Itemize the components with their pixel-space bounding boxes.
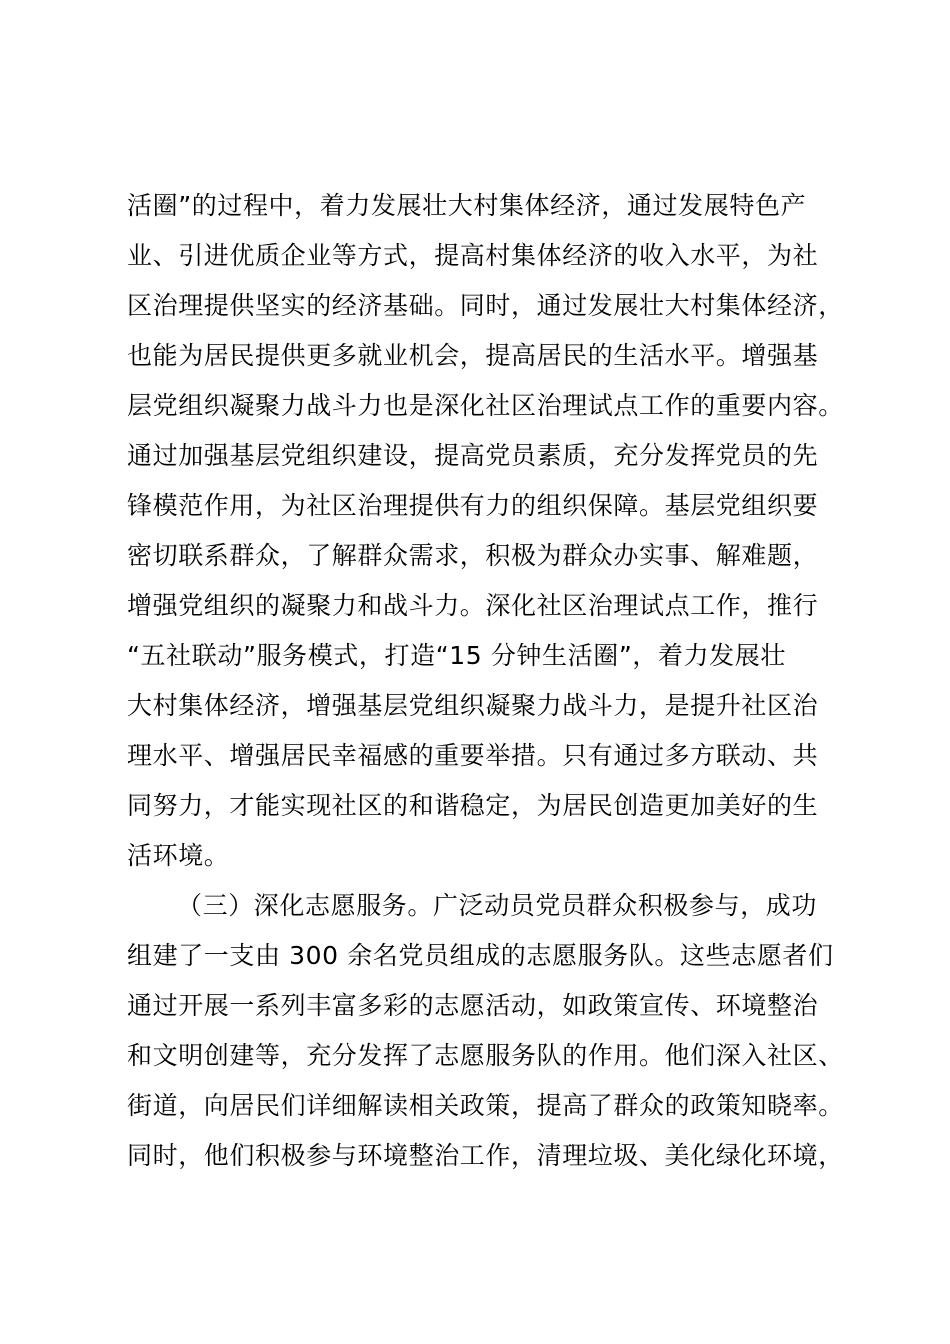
text-line: 通过加强基层党组织建设，提高党员素质，充分发挥党员的先	[127, 441, 819, 470]
text-line: 同努力，才能实现社区的和谐稳定，为居民创造更加美好的生	[127, 791, 819, 820]
text-line: 通过开展一系列丰富多彩的志愿活动，如政策宣传、环境整治	[127, 991, 819, 1020]
text-line: 层党组织凝聚力战斗力也是深化社区治理试点工作的重要内容。	[127, 391, 844, 420]
text-line: 锋模范作用，为社区治理提供有力的组织保障。基层党组织要	[127, 491, 819, 520]
text-line: 区治理提供坚实的经济基础。同时，通过发展壮大村集体经济，	[127, 291, 844, 320]
text-line: “五社联动”服务模式，打造“15 分钟生活圈”，着力发展壮	[127, 641, 786, 670]
text-line: 同时，他们积极参与环境整治工作，清理垃圾、美化绿化环境，	[127, 1141, 844, 1170]
text-line: 也能为居民提供更多就业机会，提高居民的生活水平。增强基	[127, 341, 819, 370]
section-heading-line: （三）深化志愿服务。广泛动员党员群众积极参与，成功	[177, 891, 818, 920]
text-line: 活环境。	[127, 841, 230, 870]
text-line: 增强党组织的凝聚力和战斗力。深化社区治理试点工作，推行	[127, 591, 819, 620]
text-line: 业、引进优质企业等方式，提高村集体经济的收入水平，为社	[127, 241, 819, 270]
text-line: 理水平、增强居民幸福感的重要举措。只有通过多方联动、共	[127, 741, 819, 770]
text-line: 密切联系群众，了解群众需求，积极为群众办实事、解难题，	[127, 541, 819, 570]
text-line: 大村集体经济，增强基层党组织凝聚力战斗力，是提升社区治	[127, 691, 819, 720]
text-line: 活圈”的过程中，着力发展壮大村集体经济，通过发展特色产	[127, 191, 807, 220]
text-line: 街道，向居民们详细解读相关政策，提高了群众的政策知晓率。	[127, 1091, 844, 1120]
text-line: 和文明创建等，充分发挥了志愿服务队的作用。他们深入社区、	[127, 1041, 844, 1070]
text-line: 组建了一支由 300 余名党员组成的志愿服务队。这些志愿者们	[127, 941, 834, 970]
